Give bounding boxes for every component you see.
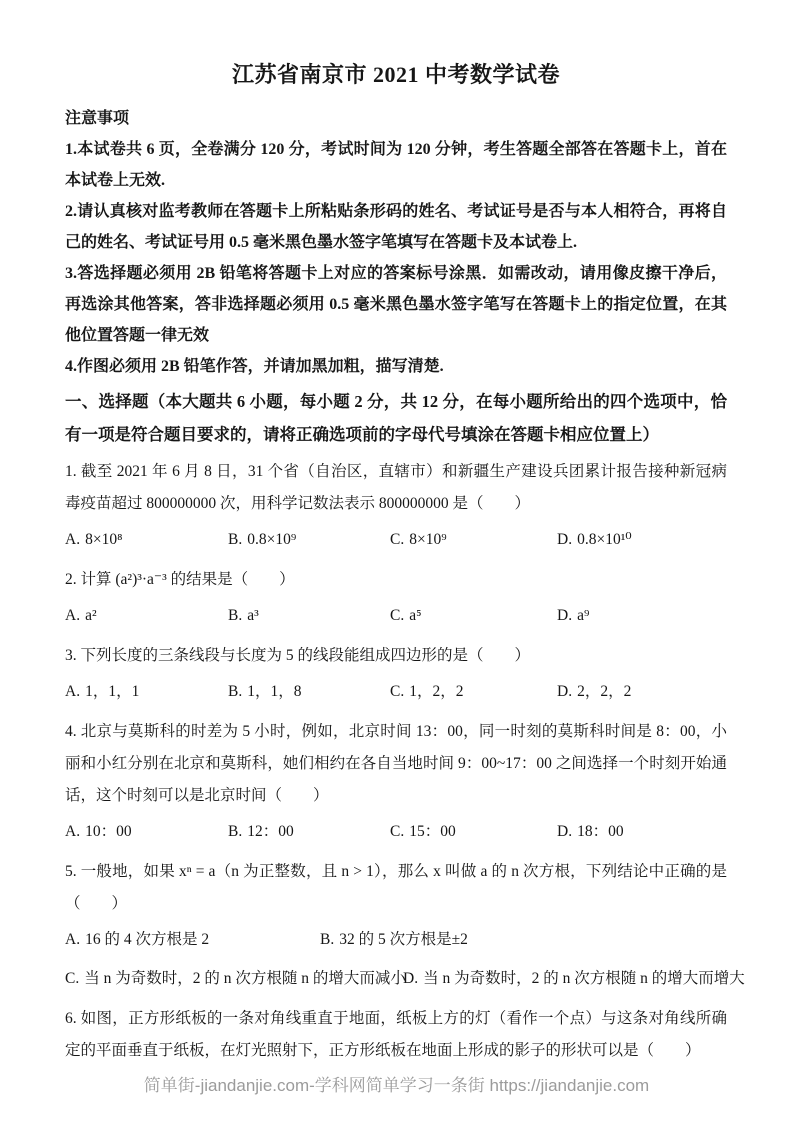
notice-section	[65, 103, 727, 382]
question-text: 1. 截至 2021 年 6 月 8 日，31 个省（自治区，直辖市）和新疆生产建设兵团累计报告接种新冠病毒疫苗超过 800000000 次，用科学记数法表示 800000000 是（ ）	[65, 463, 727, 512]
question-text: 6. 如图，正方形纸板的一条对角线重直于地面，纸板上方的灯（看作一个点）与这条对角线所确定的平面垂直于纸板，在灯光照射下，正方形纸板在地面上形成的影子的形状可以是（ ）	[65, 1010, 727, 1059]
option-label: C.	[65, 970, 80, 987]
option-label: A.	[65, 931, 81, 948]
option-b	[228, 601, 390, 631]
option-label: C.	[390, 823, 405, 840]
notice-item-4: 4.作图必须用 2B 铅笔作答，并请加黑加粗，描写清楚.	[65, 358, 444, 375]
option-text: 15：00	[409, 823, 456, 840]
option-label: D.	[557, 607, 573, 624]
question-text: 3. 下列长度的三条线段与长度为 5 的线段能组成四边形的是（ ）	[65, 647, 531, 664]
option-label: A.	[65, 683, 81, 700]
question-1	[65, 456, 727, 555]
option-text: 16 的 4 次方根是 2	[85, 931, 210, 948]
option-text: 当 n 为奇数时，2 的 n 次方根随 n 的增大而减小	[84, 970, 406, 987]
exam-title: 江苏省南京市 2021 中考数学试卷	[231, 62, 560, 87]
option-d	[557, 525, 727, 555]
option-text: 0.8×10¹⁰	[577, 531, 632, 548]
option-text: a⁹	[577, 607, 590, 624]
question-options-row-1	[65, 925, 727, 955]
question-6	[65, 1003, 727, 1067]
option-text: a²	[85, 607, 97, 624]
option-label: C.	[390, 531, 405, 548]
option-b	[228, 817, 390, 847]
option-text: 10：00	[85, 823, 132, 840]
question-options-row-2	[65, 964, 745, 994]
question-text: 4. 北京与莫斯科的时差为 5 小时，例如，北京时间 13：00，同一时刻的莫斯科时间是 8：00，小丽和小红分别在北京和莫斯科，她们相约在各自当地时间 9：00~17：00 之间选择一个时刻开始通话，这个时刻可以是北京时间（ ）	[65, 723, 727, 804]
notice-item-3: 3.答选择题必须用 2B 铅笔将答题卡上对应的答案标号涂黑．如需改动，请用像皮擦干净后，再选涂其他答案，答非选择题必须用 0.5 毫米黑色墨水签字笔写在答题卡上的指定位置，在其他位置答题一律无效	[65, 265, 727, 344]
option-label: D.	[557, 683, 573, 700]
option-text: a⁵	[409, 607, 422, 624]
option-label: B.	[228, 823, 243, 840]
option-text: 2，2，2	[577, 683, 632, 700]
option-label: B.	[228, 607, 243, 624]
option-label: B.	[228, 531, 243, 548]
option-a	[65, 817, 228, 847]
option-c	[390, 677, 557, 707]
option-c	[390, 601, 557, 631]
notice-item-2: 2.请认真核对监考教师在答题卡上所粘贴条形码的姓名、考试证号是否与本人相符合，再将自己的姓名、考试证号用 0.5 毫米黑色墨水签字笔填写在答题卡及本试卷上.	[65, 203, 727, 251]
option-label: D.	[403, 970, 419, 987]
option-label: B.	[228, 683, 243, 700]
option-a	[65, 925, 320, 955]
option-d	[403, 964, 745, 994]
option-b	[320, 925, 727, 955]
option-a	[65, 525, 228, 555]
option-d	[557, 817, 727, 847]
question-3	[65, 640, 727, 707]
option-d	[557, 601, 727, 631]
question-options	[65, 525, 727, 555]
option-b	[228, 525, 390, 555]
question-5	[65, 856, 745, 994]
option-c	[390, 525, 557, 555]
option-label: D.	[557, 823, 573, 840]
option-a	[65, 677, 228, 707]
option-text: 1，1，1	[85, 683, 140, 700]
page-footer-watermark: 简单街-jiandanjie.com-学科网简单学习一条街 https://jiandanjie.com	[143, 1076, 650, 1095]
option-a	[65, 601, 228, 631]
question-4	[65, 716, 727, 847]
option-label: A.	[65, 823, 81, 840]
option-text: 8×10⁸	[85, 531, 123, 548]
option-text: 0.8×10⁹	[247, 531, 297, 548]
question-options	[65, 677, 727, 707]
option-text: 1，1，8	[247, 683, 302, 700]
option-text: 当 n 为奇数时，2 的 n 次方根随 n 的增大而增大	[423, 970, 745, 987]
question-2	[65, 564, 727, 631]
option-label: C.	[390, 683, 405, 700]
option-c	[390, 817, 557, 847]
notice-item-1: 1.本试卷共 6 页，全卷满分 120 分，考试时间为 120 分钟，考生答题全部答在答题卡上，首在本试卷上无效.	[65, 141, 727, 189]
question-text: 5. 一般地，如果 xⁿ = a（n 为正整数，且 n > 1），那么 x 叫做 a 的 n 次方根，下列结论中正确的是（ ）	[65, 863, 727, 912]
option-text: 18：00	[577, 823, 624, 840]
notice-heading: 注意事项	[65, 110, 130, 127]
question-text: 2. 计算 (a²)³·a⁻³ 的结果是（ ）	[65, 571, 295, 588]
question-options	[65, 601, 727, 631]
option-label: A.	[65, 531, 81, 548]
option-text: a³	[247, 607, 259, 624]
option-text: 32 的 5 次方根是±2	[339, 931, 468, 948]
option-text: 8×10⁹	[409, 531, 447, 548]
option-label: A.	[65, 607, 81, 624]
option-c	[65, 964, 406, 994]
option-label: B.	[320, 931, 335, 948]
option-text: 12：00	[247, 823, 294, 840]
option-label: D.	[557, 531, 573, 548]
option-label: C.	[390, 607, 405, 624]
section-heading-choice: 一、选择题（本大题共 6 小题，每小题 2 分，共 12 分，在每小题所给出的四个选项中，恰有一项是符合题目要求的，请将正确选项前的字母代号填涂在答题卡相应位置上）	[65, 392, 727, 444]
question-options	[65, 817, 727, 847]
option-text: 1，2，2	[409, 683, 464, 700]
option-d	[557, 677, 727, 707]
option-b	[228, 677, 390, 707]
